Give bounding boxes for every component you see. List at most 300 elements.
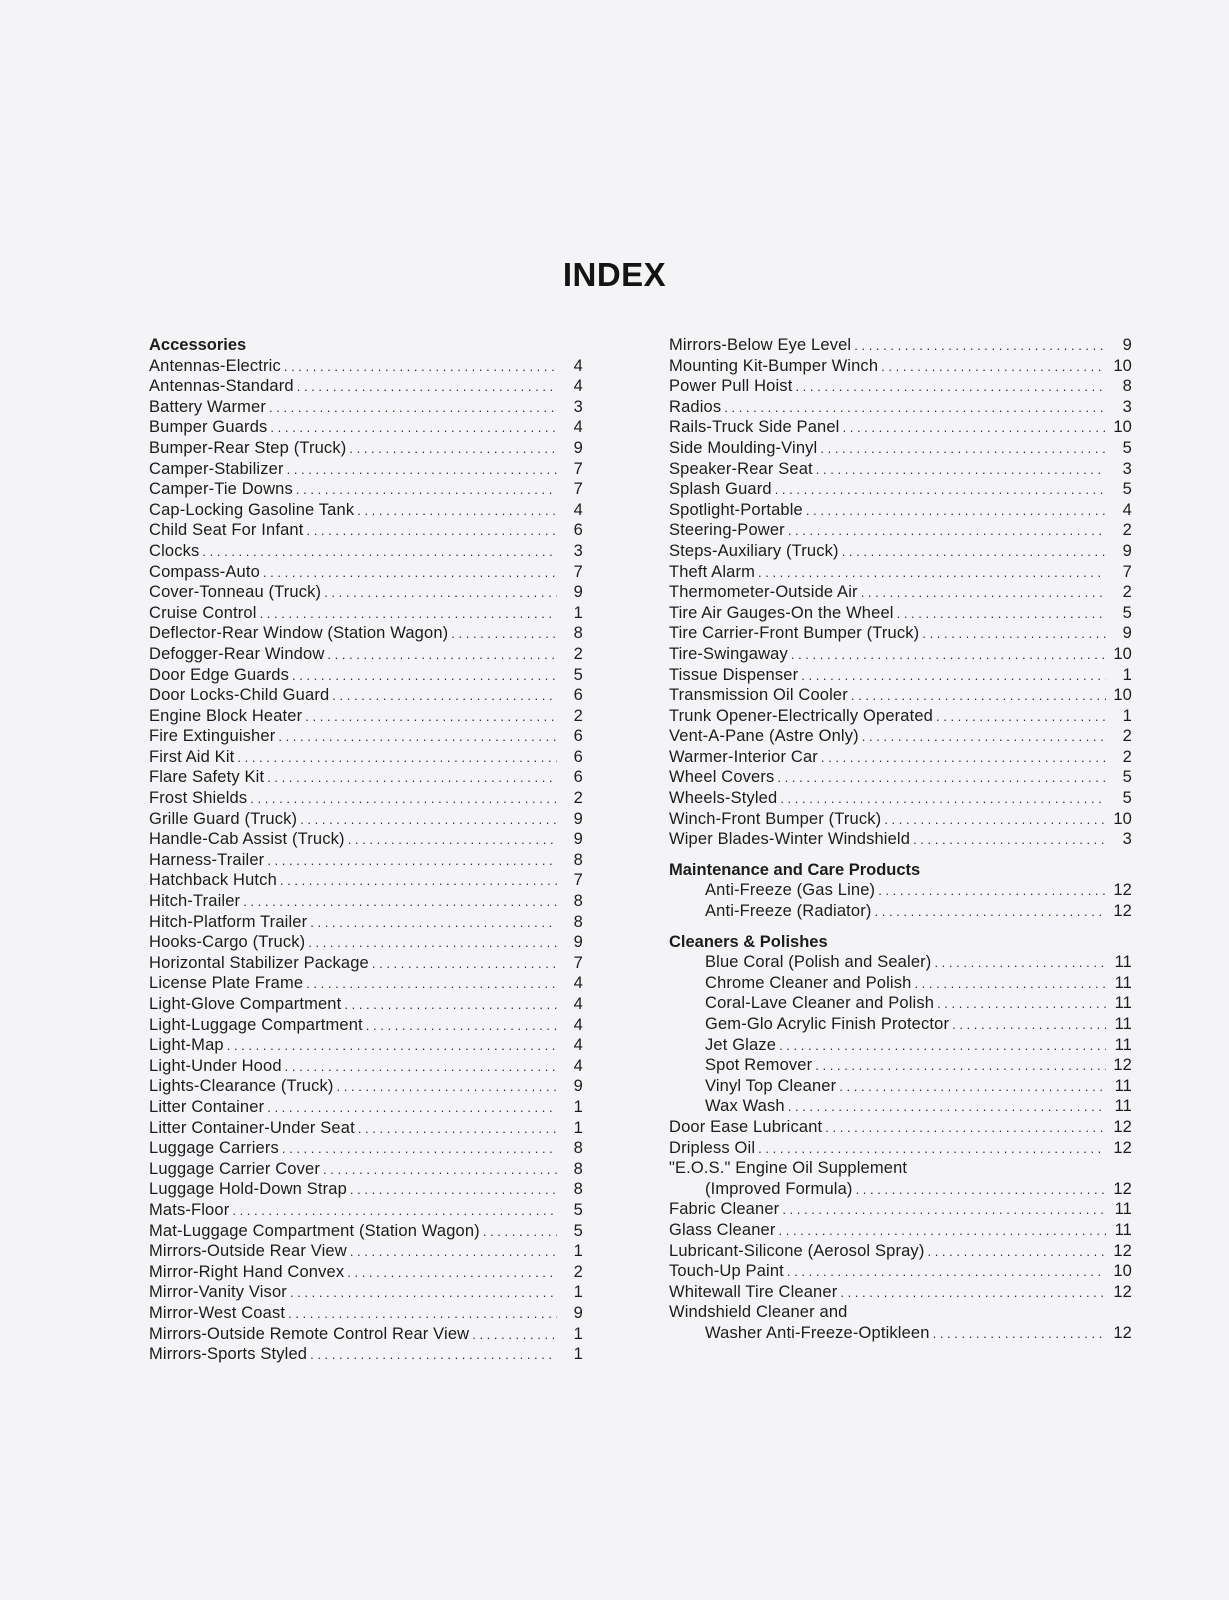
entry-page: 5	[1122, 438, 1132, 457]
dot-leader	[787, 1262, 1106, 1283]
entry-label: Washer Anti-Freeze-Optikleen	[705, 1323, 930, 1342]
entry-label: Mirrors-Outside Rear View	[149, 1242, 347, 1261]
dot-leader	[263, 563, 557, 584]
entry-label: Mat-Luggage Compartment (Station Wagon)	[149, 1221, 480, 1240]
entry-label: Litter Container-Under Seat	[149, 1118, 355, 1137]
index-entry	[149, 376, 583, 397]
entry-page: 9	[573, 438, 583, 457]
dot-leader	[884, 810, 1106, 831]
entry-page: 11	[1114, 973, 1132, 992]
index-entry	[669, 788, 1132, 809]
index-entry	[669, 376, 1132, 397]
entry-page: 12	[1113, 1138, 1132, 1157]
section-heading-maintenance: Maintenance and Care Products	[669, 860, 921, 879]
dot-leader	[914, 974, 1106, 995]
dot-leader	[300, 810, 557, 831]
index-entry	[669, 541, 1132, 562]
entry-page: 10	[1113, 809, 1132, 828]
entry-page: 2	[1122, 747, 1132, 766]
entry-page: 2	[1122, 583, 1132, 602]
index-entry	[149, 1015, 583, 1036]
index-entry	[149, 1159, 583, 1180]
entry-label: Coral-Lave Cleaner and Polish	[705, 994, 935, 1013]
cleaners-list	[669, 952, 1132, 1117]
section-heading-cleaners: Cleaners & Polishes	[669, 932, 828, 951]
dot-leader	[292, 666, 557, 687]
index-entry	[669, 767, 1132, 788]
dot-leader	[324, 583, 557, 604]
index-entry	[149, 520, 583, 541]
entry-label: Lights-Clearance (Truck)	[149, 1077, 334, 1096]
entry-page: 11	[1114, 1200, 1132, 1219]
entry-label: Speaker-Rear Seat	[669, 459, 813, 478]
index-entry	[149, 500, 583, 521]
entry-label: Lubricant-Silicone (Aerosol Spray)	[669, 1241, 925, 1260]
entry-page: 2	[573, 644, 583, 663]
dot-leader	[840, 1283, 1106, 1304]
dot-leader	[878, 881, 1106, 902]
entry-page: 11	[1114, 1015, 1132, 1033]
entry-label: Mirrors-Outside Remote Control Rear View	[149, 1324, 470, 1343]
index-entry	[149, 747, 583, 768]
entry-label: Antennas-Standard	[149, 377, 294, 396]
entry-label: Litter Container	[149, 1097, 265, 1116]
dot-leader	[839, 1077, 1106, 1098]
index-entry	[669, 623, 1132, 644]
dot-leader	[287, 460, 557, 481]
entry-page: 5	[573, 1200, 583, 1219]
entry-label: Fire Extinguisher	[149, 727, 276, 746]
entry-page: 4	[573, 356, 583, 375]
entry-label: Dripless Oil	[669, 1138, 756, 1157]
entry-page: 7	[1122, 562, 1132, 581]
index-entry	[149, 994, 583, 1015]
entry-label: Luggage Carriers	[149, 1139, 279, 1158]
dot-leader	[779, 1036, 1106, 1057]
index-entry	[669, 1179, 1132, 1200]
dot-leader	[842, 542, 1106, 563]
dot-leader	[861, 583, 1106, 604]
entry-label: Handle-Cab Assist (Truck)	[149, 830, 345, 849]
dot-leader	[952, 1015, 1106, 1036]
dot-leader	[843, 418, 1107, 439]
entry-page: 9	[573, 830, 583, 849]
index-entry	[669, 500, 1132, 521]
entry-page: 1	[1122, 665, 1132, 684]
entry-label: Transmission Oil Cooler	[669, 686, 848, 705]
dot-leader	[306, 974, 557, 995]
entry-page: 4	[573, 1056, 583, 1075]
dot-leader	[278, 727, 557, 748]
index-entry	[149, 973, 583, 994]
entry-page: 4	[573, 500, 583, 519]
dot-leader	[250, 789, 557, 810]
entry-page: 8	[573, 624, 583, 643]
index-entry	[149, 397, 583, 418]
index-entry	[149, 1056, 583, 1077]
entry-page: 12	[1113, 902, 1132, 921]
entry-page: 11	[1114, 1220, 1132, 1239]
dot-leader	[862, 727, 1106, 748]
index-entry	[149, 726, 583, 747]
entry-page: 6	[573, 727, 583, 746]
dot-leader	[348, 830, 557, 851]
index-entry	[149, 1303, 583, 1324]
index-entry	[669, 356, 1132, 377]
dot-leader	[801, 666, 1106, 687]
index-entry	[669, 562, 1132, 583]
entry-label: Spot Remover	[705, 1056, 813, 1075]
dot-leader	[483, 1222, 557, 1243]
entry-label: Mirror-Vanity Visor	[149, 1283, 287, 1302]
dot-leader	[288, 1304, 557, 1325]
entry-page: 12	[1113, 1282, 1132, 1301]
entry-label: Tissue Dispenser	[669, 665, 799, 684]
dot-leader	[815, 1056, 1106, 1077]
entry-page: 7	[573, 871, 583, 890]
index-entry	[149, 891, 583, 912]
entry-page: 9	[1122, 336, 1132, 354]
index-entry	[669, 880, 1132, 901]
entry-label: Tire Air Gauges-On the Wheel	[669, 603, 894, 622]
maintenance-list	[669, 880, 1132, 921]
index-entry	[149, 829, 583, 850]
entry-label: (Improved Formula)	[705, 1179, 853, 1198]
index-entry	[669, 582, 1132, 603]
entry-page: 1	[573, 1097, 583, 1116]
entry-label: Warmer-Interior Car	[669, 747, 818, 766]
entry-page: 7	[573, 459, 583, 478]
entry-label: Splash Guard	[669, 480, 772, 499]
entry-page: 6	[573, 768, 583, 787]
index-entry	[149, 562, 583, 583]
entry-label: Gem-Glo Acrylic Finish Protector	[705, 1015, 950, 1033]
dot-leader	[821, 748, 1106, 769]
dot-leader	[297, 377, 557, 398]
entry-label: Tire Carrier-Front Bumper (Truck)	[669, 624, 920, 643]
index-entry	[669, 603, 1132, 624]
dot-leader	[310, 913, 557, 934]
index-entry	[669, 706, 1132, 727]
index-entry	[669, 438, 1132, 459]
entry-label: Hatchback Hutch	[149, 871, 277, 890]
entry-label: Wheel Covers	[669, 768, 775, 787]
entry-page: 3	[1122, 830, 1132, 849]
entry-page: 10	[1113, 644, 1132, 663]
entry-label: Wheels-Styled	[669, 789, 778, 808]
entry-label: Camper-Stabilizer	[149, 459, 284, 478]
dot-leader	[366, 1016, 557, 1037]
index-entry	[669, 665, 1132, 686]
index-entry	[149, 582, 583, 603]
entry-page: 4	[573, 1015, 583, 1034]
index-entry	[149, 1241, 583, 1262]
entry-page: 1	[573, 1283, 583, 1302]
entry-label: Defogger-Rear Window	[149, 644, 325, 663]
section-heading-accessories: Accessories	[149, 336, 247, 354]
index-entry	[149, 1097, 583, 1118]
entry-page: 8	[573, 1139, 583, 1158]
dot-leader	[934, 953, 1106, 974]
entry-page: 8	[573, 912, 583, 931]
entry-page: 8	[1122, 377, 1132, 396]
entry-page: 12	[1113, 1056, 1132, 1075]
entry-label: Clocks	[149, 541, 200, 560]
dot-leader	[854, 336, 1106, 357]
dot-leader	[851, 686, 1106, 707]
entry-page: 9	[573, 809, 583, 828]
dot-leader	[232, 1201, 557, 1222]
entry-label: Mounting Kit-Bumper Winch	[669, 356, 879, 375]
index-entry	[149, 603, 583, 624]
index-entry	[149, 665, 583, 686]
entry-label: Cover-Tonneau (Truck)	[149, 583, 322, 602]
left-column	[149, 335, 583, 1365]
entry-label: Door Edge Guards	[149, 665, 289, 684]
entry-label: Thermometer-Outside Air	[669, 583, 858, 602]
entry-page: 12	[1113, 1117, 1132, 1136]
index-entry	[669, 829, 1132, 850]
dot-leader	[937, 994, 1106, 1015]
entry-page: 3	[573, 541, 583, 560]
entry-label: Winch-Front Bumper (Truck)	[669, 809, 882, 828]
entry-label: Grille Guard (Truck)	[149, 809, 298, 828]
entry-label: Light-Glove Compartment	[149, 995, 342, 1013]
dot-leader	[777, 768, 1106, 789]
dot-leader	[350, 1242, 557, 1263]
entry-page: 1	[573, 1345, 583, 1364]
index-entry	[669, 809, 1132, 830]
entry-page: 9	[573, 1303, 583, 1322]
entry-page: 3	[573, 397, 583, 416]
entry-label: Vinyl Top Cleaner	[705, 1076, 837, 1095]
entry-page: 2	[1122, 727, 1132, 746]
entry-label: Bumper-Rear Step (Truck)	[149, 438, 347, 457]
dot-leader	[825, 1118, 1106, 1139]
entry-label: Light-Map	[149, 1036, 224, 1055]
entry-page: 11	[1114, 1097, 1132, 1116]
dot-leader	[267, 851, 557, 872]
entry-page: 7	[573, 953, 583, 972]
entry-label: Flare Safety Kit	[149, 768, 265, 787]
entry-page: 1	[1122, 706, 1132, 725]
dot-leader	[922, 624, 1106, 645]
dot-leader	[267, 768, 557, 789]
dot-leader	[357, 501, 557, 522]
dot-leader	[227, 1036, 557, 1057]
right-column	[669, 335, 1132, 1344]
dot-leader	[936, 707, 1106, 728]
entry-label: First Aid Kit	[149, 747, 235, 766]
entry-page: 4	[1122, 500, 1132, 519]
dot-leader	[284, 357, 557, 378]
entry-label: Tire-Swingaway	[669, 644, 788, 663]
index-entry	[149, 644, 583, 665]
entry-page: 12	[1113, 1179, 1132, 1198]
index-entry	[149, 1035, 583, 1056]
entry-page: 4	[573, 1036, 583, 1055]
entry-label-line1: "E.O.S." Engine Oil Supplement	[669, 1159, 908, 1178]
index-entry	[669, 459, 1132, 480]
entry-page: 1	[573, 1118, 583, 1137]
dot-leader	[820, 439, 1106, 460]
index-entry	[149, 479, 583, 500]
entry-page: 4	[573, 418, 583, 437]
dot-leader	[347, 1263, 557, 1284]
entry-label: Bumper Guards	[149, 418, 268, 437]
entry-label: Door Ease Lubricant	[669, 1117, 823, 1136]
entry-label: Wiper Blades-Winter Windshield	[669, 830, 911, 849]
entry-label: Cap-Locking Gasoline Tank	[149, 500, 355, 519]
entry-page: 11	[1114, 994, 1132, 1013]
dot-leader	[285, 1057, 557, 1078]
index-entry	[669, 1117, 1132, 1138]
dot-leader	[290, 1283, 557, 1304]
entry-label: Deflector-Rear Window (Station Wagon)	[149, 624, 449, 643]
index-entry	[669, 901, 1132, 922]
dot-leader	[927, 1242, 1106, 1263]
entry-label: Horizontal Stabilizer Package	[149, 953, 369, 972]
index-entry	[149, 417, 583, 438]
entry-label: Anti-Freeze (Gas Line)	[705, 881, 876, 900]
index-entry	[669, 1323, 1132, 1344]
index-entry	[669, 1014, 1132, 1035]
entry-label: Steps-Auxiliary (Truck)	[669, 541, 839, 560]
entry-label: Anti-Freeze (Radiator)	[705, 902, 872, 921]
index-entry	[669, 644, 1132, 665]
dot-leader	[775, 480, 1106, 501]
index-entry	[149, 1118, 583, 1139]
dot-leader	[724, 398, 1106, 419]
entry-label: Hitch-Platform Trailer	[149, 912, 308, 931]
dot-leader	[306, 521, 557, 542]
index-entry	[149, 1324, 583, 1345]
entry-label: Chrome Cleaner and Polish	[705, 973, 912, 992]
index-entry	[669, 1076, 1132, 1097]
dot-leader	[780, 789, 1106, 810]
entry-label: Mirror-West Coast	[149, 1303, 286, 1322]
entry-page: 12	[1113, 1323, 1132, 1342]
entry-page: 4	[573, 995, 583, 1013]
entry-page: 7	[573, 480, 583, 499]
index-entry	[669, 1138, 1132, 1159]
index-entry	[149, 1076, 583, 1097]
entry-page: 2	[1122, 521, 1132, 540]
index-entry	[669, 952, 1132, 973]
dot-leader	[243, 892, 557, 913]
dot-leader	[788, 521, 1106, 542]
entry-label: Antennas-Electric	[149, 356, 281, 375]
dot-leader	[350, 1180, 557, 1201]
entry-label: Side Moulding-Vinyl	[669, 438, 818, 457]
entry-label: Spotlight-Portable	[669, 500, 803, 519]
entry-page: 5	[1122, 480, 1132, 499]
entry-page: 9	[1122, 624, 1132, 643]
entry-page: 8	[573, 1159, 583, 1178]
dot-leader	[897, 604, 1106, 625]
dot-leader	[305, 707, 557, 728]
entry-label: Mirrors-Below Eye Level	[669, 336, 852, 354]
entry-label: Whitewall Tire Cleaner	[669, 1282, 838, 1301]
entry-label: Engine Block Heater	[149, 706, 303, 725]
index-entry	[149, 1282, 583, 1303]
entry-label: Light-Luggage Compartment	[149, 1015, 363, 1034]
entry-page: 11	[1114, 1076, 1132, 1095]
entry-page: 10	[1113, 686, 1132, 705]
dot-leader	[327, 645, 557, 666]
index-entry	[669, 1241, 1132, 1262]
dot-leader	[913, 830, 1106, 851]
entry-label-line1: Windshield Cleaner and	[669, 1303, 848, 1322]
entry-label: Trunk Opener-Electrically Operated	[669, 706, 934, 725]
entry-page: 10	[1113, 418, 1132, 437]
entry-page: 9	[573, 583, 583, 602]
entry-page: 5	[1122, 789, 1132, 808]
entry-label: Harness-Trailer	[149, 850, 265, 869]
dot-leader	[344, 995, 557, 1016]
index-entry	[669, 417, 1132, 438]
entry-page: 3	[1122, 397, 1132, 416]
index-entry	[149, 912, 583, 933]
entry-label: Touch-Up Paint	[669, 1262, 784, 1281]
dot-leader	[788, 1097, 1106, 1118]
entry-page: 11	[1114, 953, 1132, 972]
entry-page: 5	[1122, 603, 1132, 622]
entry-label: Hitch-Trailer	[149, 892, 241, 911]
entry-page: 12	[1113, 881, 1132, 900]
accessories-list-continued	[669, 335, 1132, 850]
dot-leader	[310, 1345, 557, 1366]
page-title: INDEX	[562, 256, 667, 293]
index-entry	[149, 1344, 583, 1365]
index-entry	[669, 726, 1132, 747]
entry-label: Blue Coral (Polish and Sealer)	[705, 953, 932, 972]
index-entry	[149, 1179, 583, 1200]
index-entry	[669, 1055, 1132, 1076]
dot-leader	[296, 480, 557, 501]
dot-leader	[451, 624, 557, 645]
entry-label: Door Locks-Child Guard	[149, 686, 330, 705]
index-entry	[669, 993, 1132, 1014]
index-entry	[149, 541, 583, 562]
entry-page: 2	[573, 1262, 583, 1281]
dot-leader	[308, 933, 557, 954]
dot-leader	[270, 418, 557, 439]
entry-label: Compass-Auto	[149, 562, 260, 581]
index-entry	[149, 356, 583, 377]
entry-label: Child Seat For Infant	[149, 521, 304, 540]
dot-leader	[358, 1119, 557, 1140]
entry-page: 9	[573, 933, 583, 952]
entry-label: Wax Wash	[705, 1097, 785, 1116]
entry-label: Radios	[669, 397, 722, 416]
entry-label: Power Pull Hoist	[669, 377, 793, 396]
entry-label: Mirrors-Sports Styled	[149, 1345, 308, 1364]
entry-page: 8	[573, 850, 583, 869]
entry-page: 8	[573, 1180, 583, 1199]
index-entry	[149, 459, 583, 480]
dot-leader	[337, 1077, 557, 1098]
entry-page: 6	[573, 686, 583, 705]
index-entry	[669, 1282, 1132, 1303]
entry-label: Theft Alarm	[669, 562, 756, 581]
entry-page: 5	[573, 665, 583, 684]
index-entry	[149, 809, 583, 830]
dot-leader	[881, 357, 1106, 378]
index-entry	[669, 973, 1132, 994]
entry-page: 9	[573, 1077, 583, 1096]
entry-page: 1	[573, 603, 583, 622]
